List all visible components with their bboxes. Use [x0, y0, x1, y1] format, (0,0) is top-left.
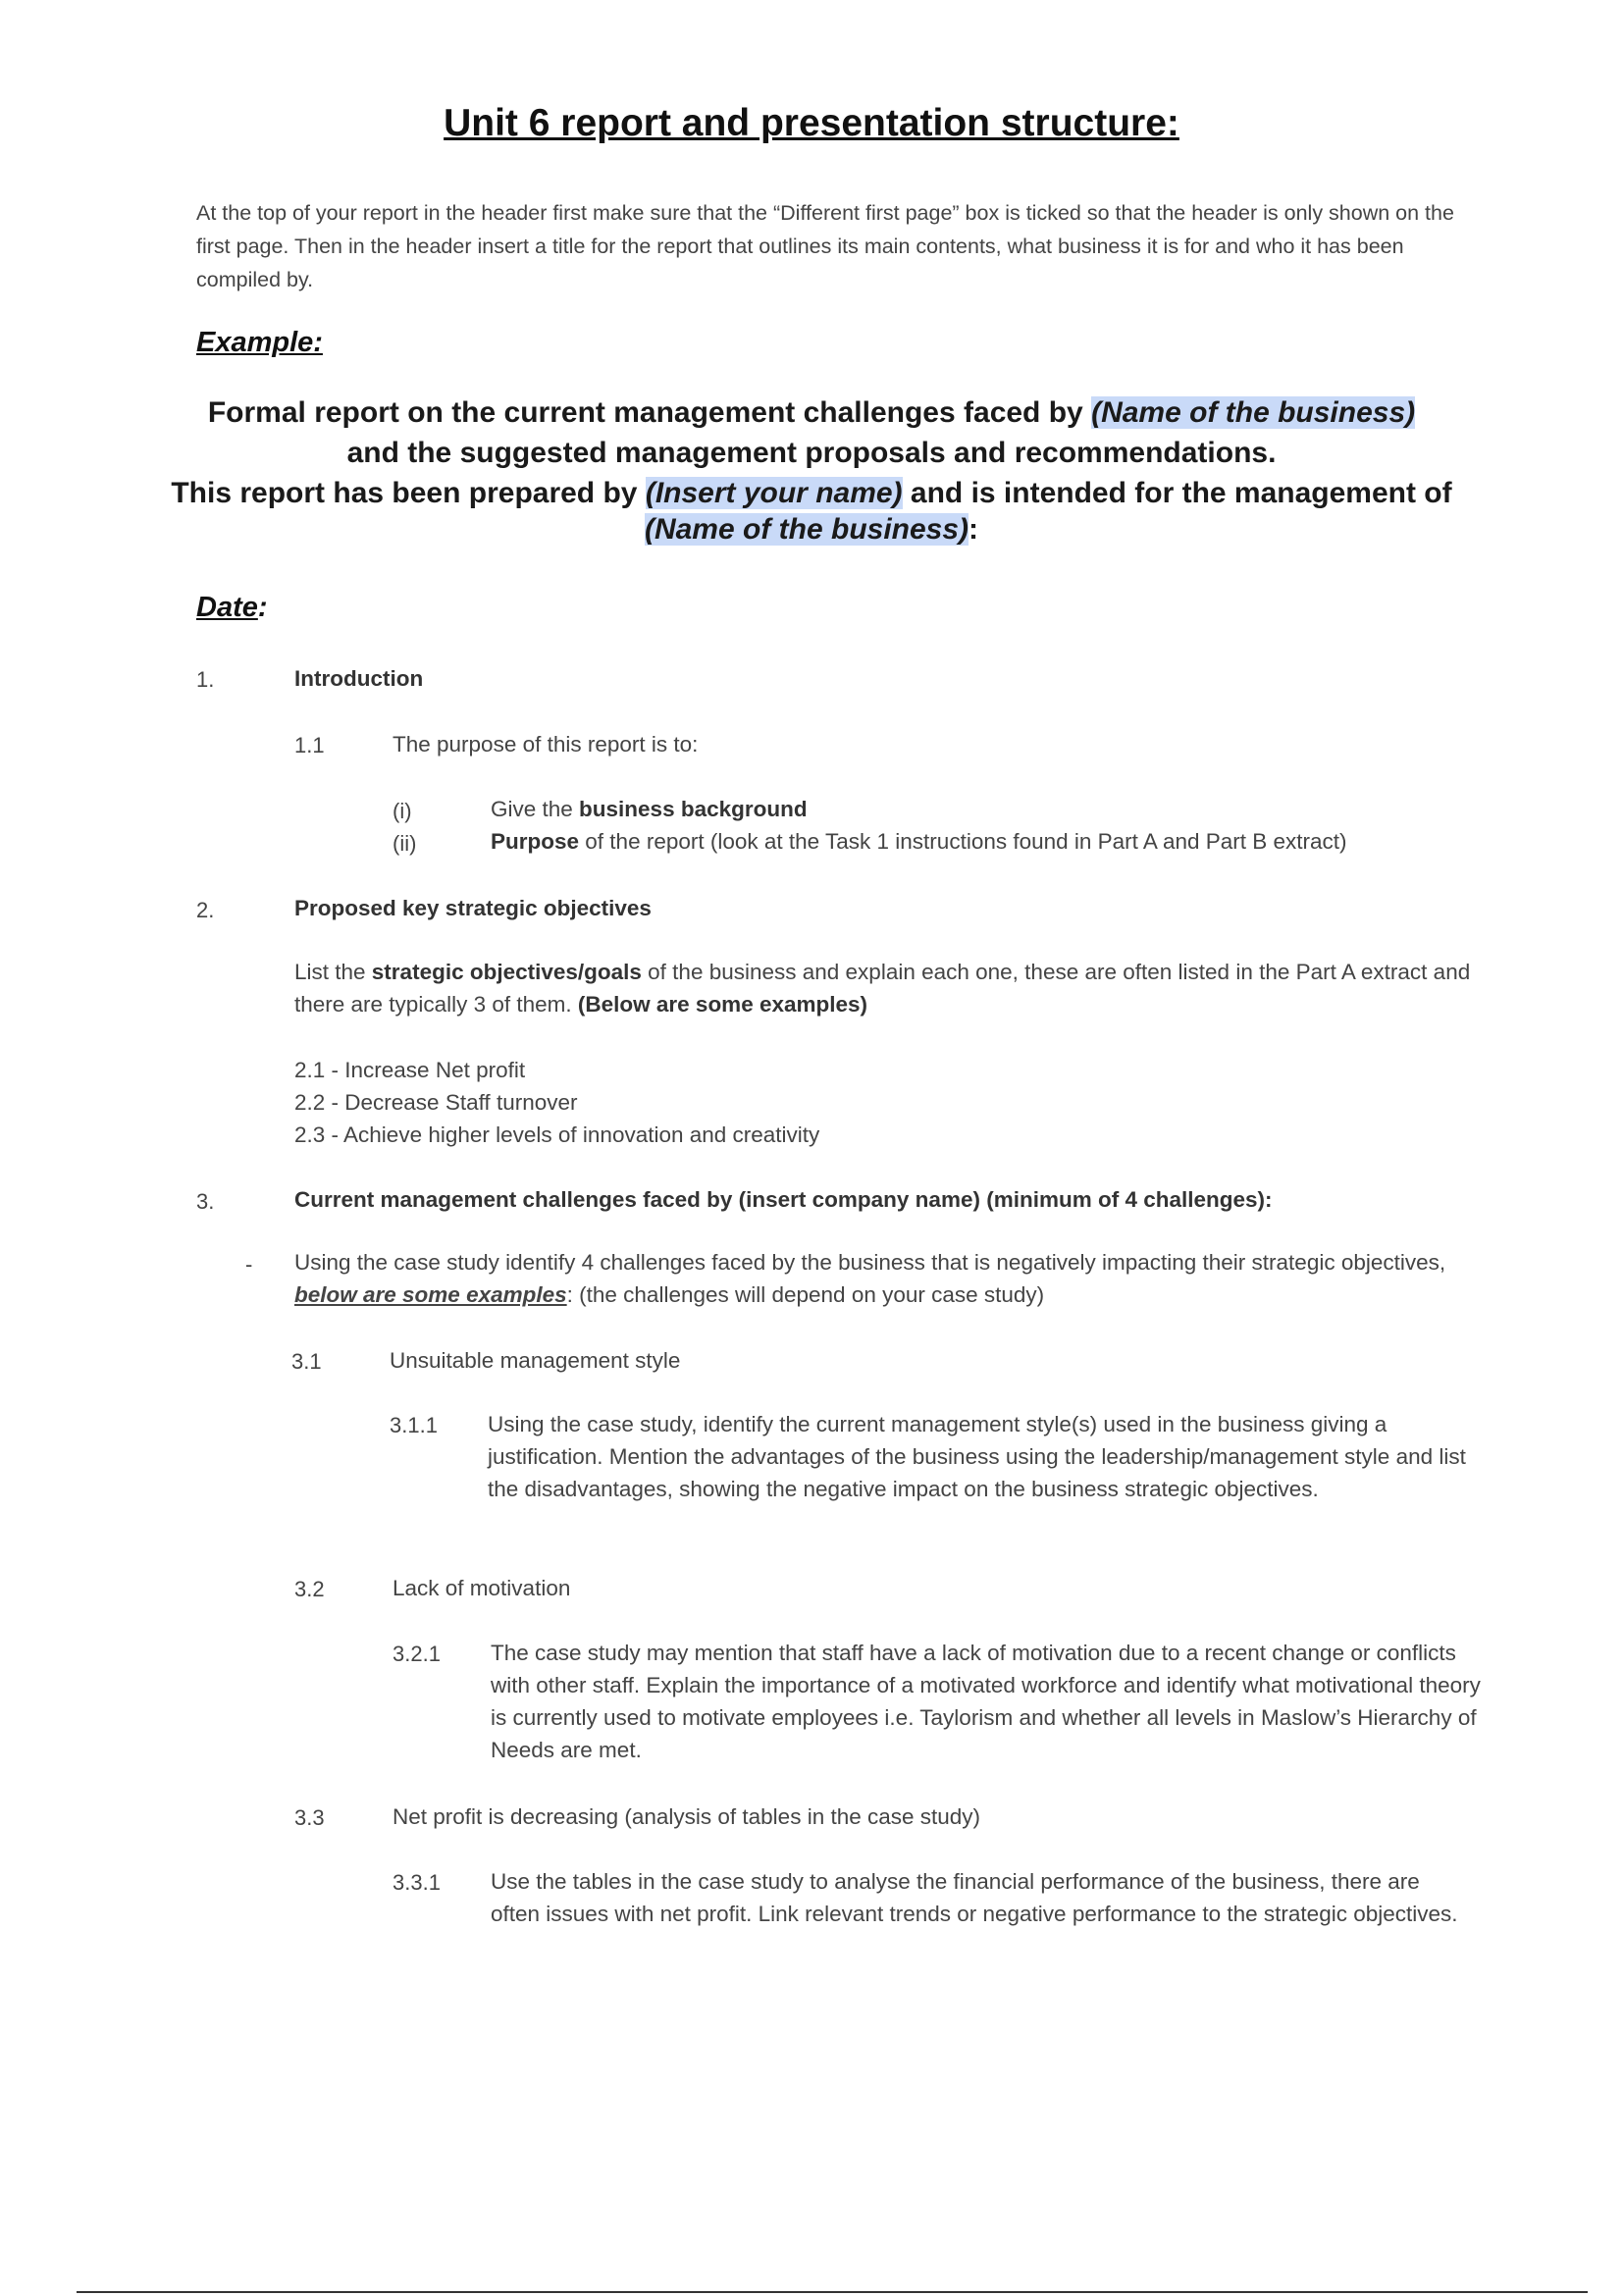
document-title: Unit 6 report and presentation structure: — [444, 102, 1179, 144]
subsection-number: 3.1 — [291, 1349, 322, 1374]
subsection-title: Net profit is decreasing (analysis of tables in the case study) — [393, 1804, 981, 1829]
bullet-dash: - — [245, 1252, 253, 1277]
list-item: Give the business background — [491, 797, 808, 821]
subsection-number: 1.1 — [294, 733, 325, 757]
section-number: 3. — [196, 1189, 215, 1214]
section-title: Proposed key strategic objectives — [294, 896, 652, 920]
section-number: 1. — [196, 667, 215, 692]
subsection-number: 3.2 — [294, 1577, 325, 1601]
business-name-placeholder: (Name of the business) — [1091, 396, 1416, 429]
detail-number: 3.1.1 — [390, 1413, 438, 1437]
section-bullet: Using the case study identify 4 challenges faced by the business that is negatively impacting their strategic objectives, below are some examples: (the challenges will depend on your case study) — [294, 1250, 1446, 1307]
subsection-title: Lack of motivation — [393, 1576, 571, 1600]
example-heading: Example: — [196, 327, 323, 358]
list-marker: (ii) — [393, 831, 417, 856]
objective-example: 2.1 - Increase Net profit — [294, 1058, 526, 1082]
subsection-text: The purpose of this report is to: — [393, 732, 699, 757]
list-marker: (i) — [393, 799, 412, 823]
section-title: Current management challenges faced by (insert company name) (minimum of 4 challenges): — [294, 1187, 1273, 1212]
example-last-line: (Name of the business): — [644, 513, 979, 546]
objective-example: 2.2 - Decrease Staff turnover — [294, 1090, 578, 1115]
subsection-title: Unsuitable management style — [390, 1348, 681, 1373]
date-label: Date: — [196, 592, 268, 623]
section-number: 2. — [196, 898, 215, 922]
section-title: Introduction — [294, 666, 424, 691]
your-name-placeholder: (Insert your name) — [645, 477, 903, 509]
business-name-placeholder-2: (Name of the business) — [644, 513, 969, 546]
detail-number: 3.3.1 — [393, 1870, 441, 1895]
detail-number: 3.2.1 — [393, 1642, 441, 1666]
list-item: Purpose of the report (look at the Task 1 instructions found in Part A and Part B extract) — [491, 829, 1347, 854]
intro-paragraph: At the top of your report in the header first make sure that the “Different first page” box is ticked so that the header is only shown on the first page. Then in the header insert a title for the report that outlines its main contents, what business it is for and who it has been compiled by. — [196, 201, 1454, 291]
section-paragraph: List the strategic objectives/goals of the business and explain each one, these are often listed in the Part A extract and there are typically 3 of them. (Below are some examples) — [294, 960, 1471, 1017]
detail-text: The case study may mention that staff have a lack of motivation due to a recent change or conflicts with other staff. Explain the importance of a motivated workforce and identify what motivational theory is currently used to motivate employees i.e. Taylorism and whether all levels in Maslow’s Hierarchy of Needs are met. — [491, 1641, 1481, 1762]
page-bottom-rule — [77, 2291, 1588, 2293]
detail-text: Use the tables in the case study to analyse the financial performance of the business, there are often issues with net profit. Link relevant trends or negative performance to the strategic objectives. — [491, 1869, 1458, 1926]
objective-example: 2.3 - Achieve higher levels of innovation and creativity — [294, 1122, 820, 1147]
example-report-title: Formal report on the current management challenges faced by (Name of the business) and the suggested management proposals and recommendations. This report has been prepared by (Insert your name) and is intended for the management of — [171, 396, 1452, 509]
detail-text: Using the case study, identify the current management style(s) used in the business giving a justification. Mention the advantages of the business using the leadership/management style and list the disadvantages, showing the negative impact on the business strategic objectives. — [488, 1412, 1466, 1501]
subsection-number: 3.3 — [294, 1805, 325, 1830]
